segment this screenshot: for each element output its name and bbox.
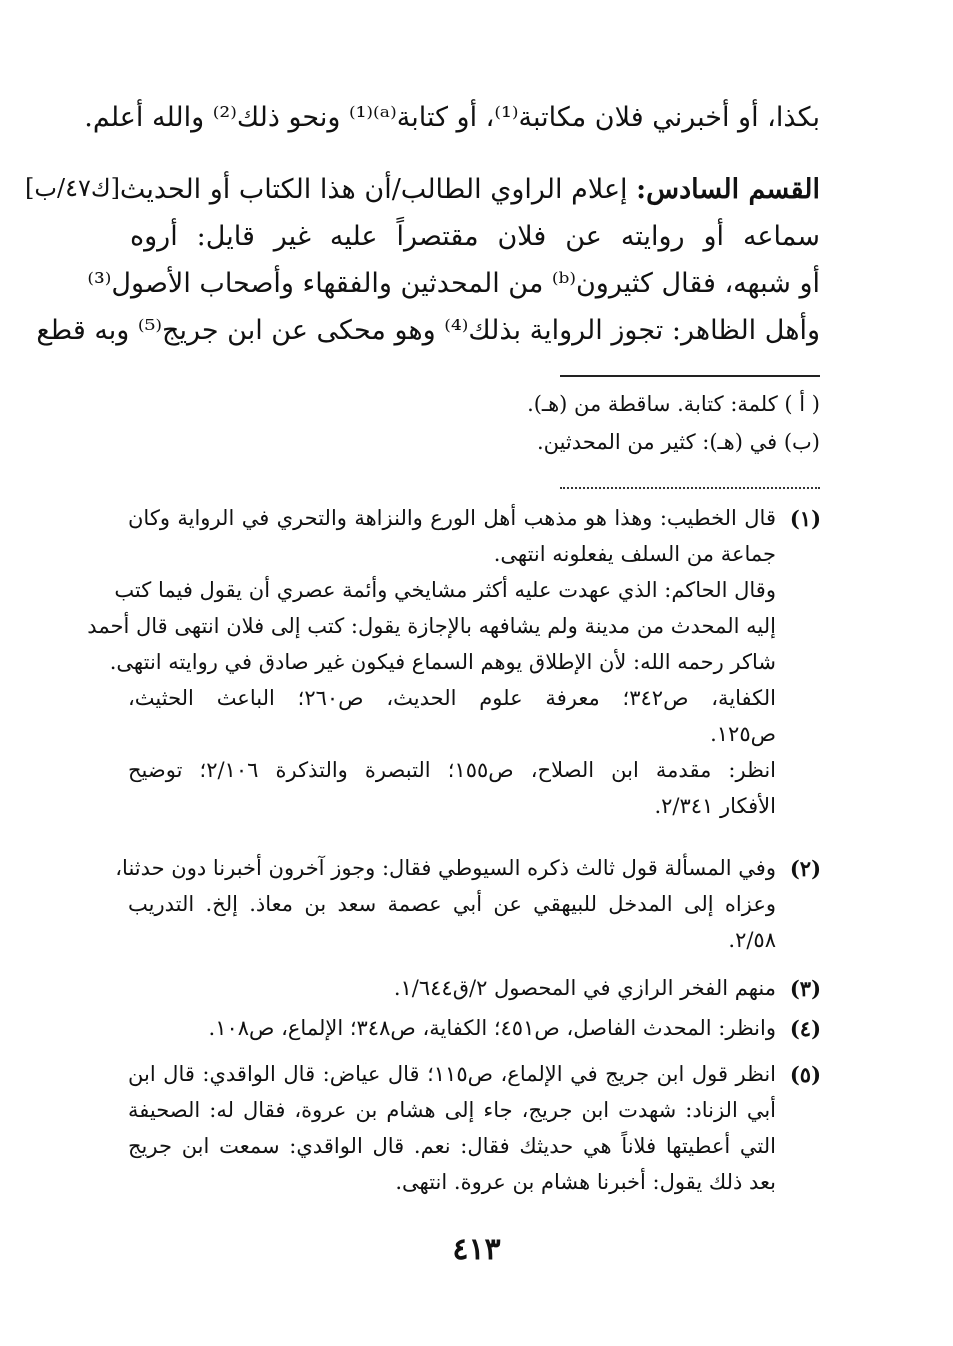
main-text-line-1: بكذا، أو أخبرني فلان مكاتبة⁽¹⁾، أو كتابة⁽ᵃ⁾⁽¹⁾ ونحو ذلك⁽²⁾ والله أعلم. (84, 102, 820, 133)
footnote-1-line: الأفكار ٢/٣٤١. (654, 794, 776, 818)
footnote-3-line: منهم الفخر الرازي في المحصول ٢/ق١/٦٤٤. (393, 976, 776, 1000)
section-heading: القسم السادس: (636, 174, 820, 205)
footnote-5-line: أبي الزناد: شهدت ابن جريج، جاء إلى هشام بن عروة، فقال له: الصحيفة (128, 1098, 776, 1122)
main-text-line-2 (119, 170, 820, 210)
footnote-1-line: انظر: مقدمة ابن الصلاح، ص١٥٥؛ التبصرة والتذكرة ٢/١٠٦؛ توضيح (128, 758, 776, 782)
footnote-2 (115, 850, 776, 958)
footnote-2-line: وفي المسألة قول ثالث ذكره السيوطي فقال: وجوز آخرون أخبرنا دون حدثنا، (115, 856, 776, 880)
footnote-4 (128, 1010, 776, 1046)
footnote-2-line: ٢/٥٨. (728, 928, 776, 952)
page-number: ٤١٣ (452, 1232, 501, 1267)
footnote-1-line: الكفاية، ص٣٤٢؛ معرفة علوم الحديث، ص٢٦٠؛ الباعث الحثيث، (128, 686, 777, 710)
footnote-1-line: إليه المحدث من مدينة ولم يشافهه بالإجازة يقول: كتب إلى فلان انتهى قال أحمد (87, 614, 776, 638)
footnote-2-line: وعزاه إلى المدخل للبيهقي عن أبي عصمة سعد بن معاذ. إلخ. التدريب (128, 892, 776, 916)
footnote-5-line: التي أعطيتها فلاناً هي حديثك فقال: نعم. قال الواقدي: سمعت ابن جريج (128, 1134, 776, 1158)
footnote-4-line: وانظر: المحدث الفاصل، ص٤٥١؛ الكفاية، ص٣٤٨؛ الإلماع، ص١٠٨. (208, 1016, 776, 1040)
footnote-number-4: (٤) (789, 1016, 821, 1041)
footnote-dotted-separator (560, 487, 820, 489)
footnote-number-2: (٢) (789, 856, 821, 881)
footnote-number-1: (١) (789, 506, 821, 531)
footnote-5 (128, 1056, 776, 1200)
footnote-1-line: ص١٢٥. (710, 722, 776, 746)
footnote-number-5: (٥) (789, 1062, 821, 1087)
main-text-line-5: وأهل الظاهر: تجوز الرواية بذلك⁽⁴⁾ وهو محكى عن ابن جريج⁽⁵⁾ وبه قطع (36, 315, 820, 346)
main-text-line-2-body: إعلام الراوي الطالب/أن هذا الكتاب أو الحديث (119, 174, 628, 205)
footnote-1-line: جماعة من السلف يفعلونه انتهى. (493, 542, 776, 566)
footnote-1 (87, 500, 777, 824)
footnote-1-line: قال الخطيب: وهذا هو مذهب أهل الورع والنزاهة والتحري في الرواية وكان (128, 506, 776, 530)
footnote-5-line: انظر قول ابن جريج في الإلماع، ص١١٥؛ قال عياض: قال الواقدي: قال ابن (128, 1062, 777, 1086)
variant-note-a: ( أ ) كلمة: كتابة. ساقطة من (هـ). (527, 392, 820, 416)
main-text-line-4: أو شبهه، فقال كثيرون⁽ᵇ⁾ من المحدثين والفقهاء وأصحاب الأصول⁽³⁾ (87, 268, 820, 299)
footnote-1-line: وقال الحاكم: الذي عهدت عليه أكثر مشايخي وأئمة عصري أن يقول فيما كتب (114, 578, 776, 602)
footnote-3 (128, 970, 776, 1006)
footnote-separator-rule (560, 375, 820, 377)
footnote-1-line: شاكر رحمه الله: لأن الإطلاق يوهم السماع فيكون غير صادق في روايته انتهى. (109, 650, 776, 674)
variant-note-b: (ب) في (هـ): كثير من المحدثين. (536, 430, 820, 454)
footnote-number-3: (٣) (789, 976, 821, 1001)
footnote-5-line: بعد ذلك يقول: أخبرنا هشام بن عروة. انتهى. (395, 1170, 776, 1194)
margin-folio-note: [ك٤٧/ب] (25, 174, 120, 202)
main-text-line-3: سماعه أو روايته عن فلان مقتصراً عليه غير قايل: أروه (130, 221, 820, 252)
